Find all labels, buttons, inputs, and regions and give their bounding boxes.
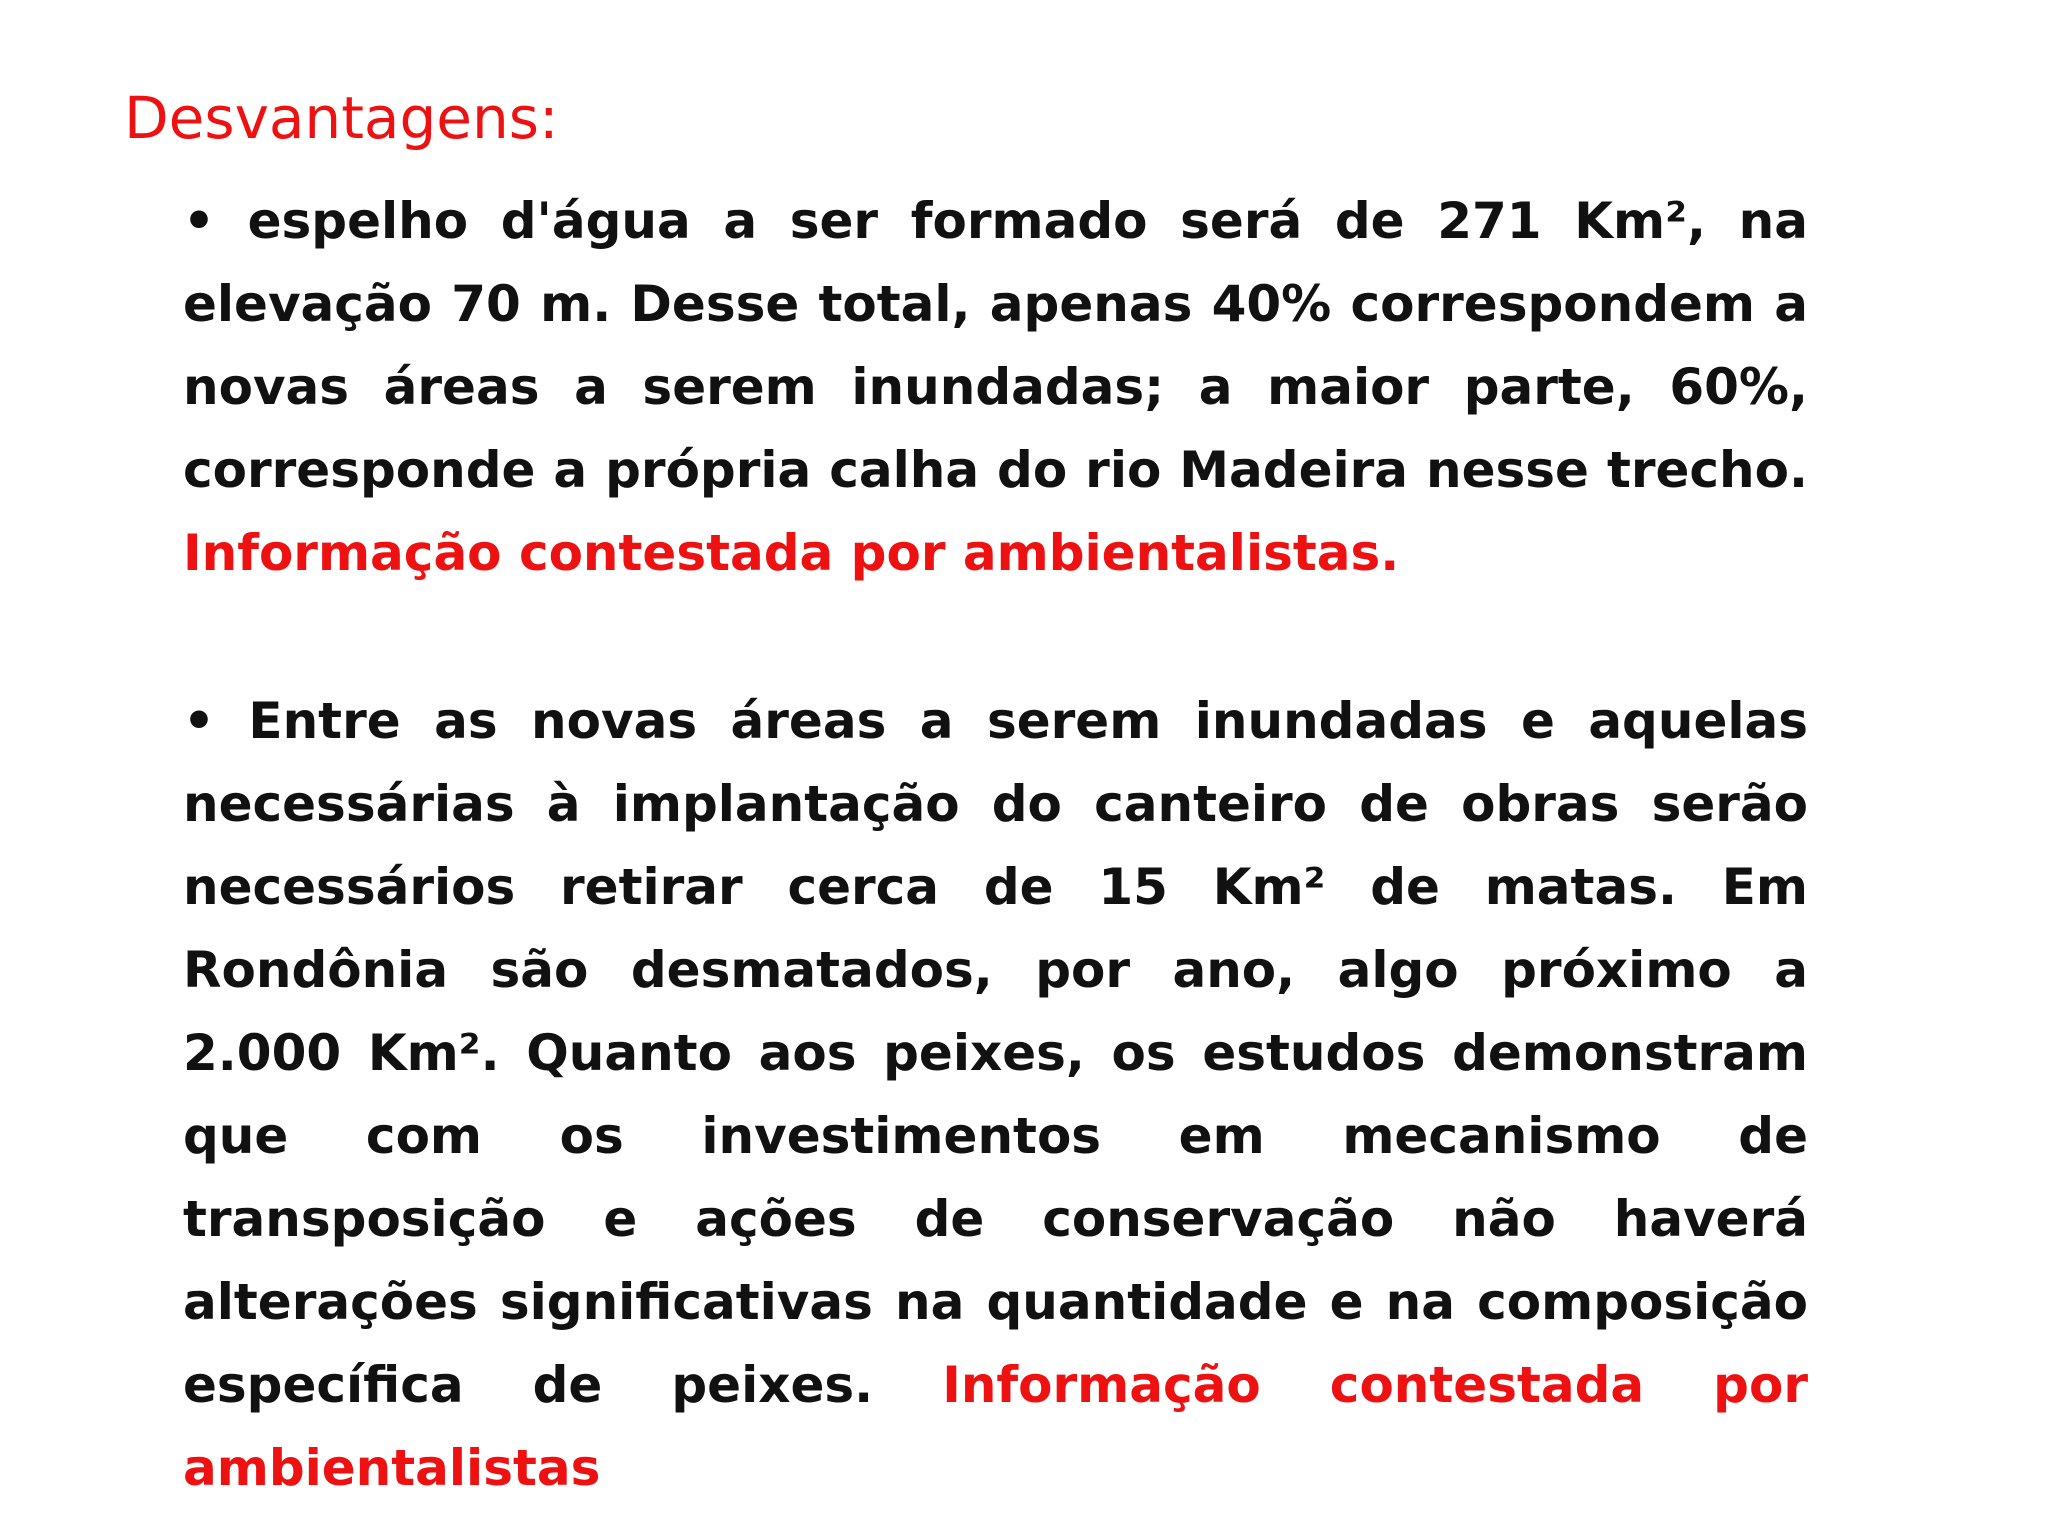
bullet-highlight: Informação contestada por ambientalistas. xyxy=(183,524,1400,582)
bullet-item-2 xyxy=(183,680,1808,1510)
slide-title: Desvantagens: xyxy=(124,84,559,152)
bullet-text: Entre as novas áreas a serem inundadas e aquelas necessárias à implantação do canteiro de obras serão necessários retirar cerca de 15 Km² de matas. Em Rondônia são desmatados, por ano, algo próximo a 2.000 Km². Quanto aos peixes, os estudos demonstram que com os investimentos em mecanismo de transposição e ações de conservação não haverá alterações significativas na quantidade e na composição específica de peixes. xyxy=(183,692,1808,1414)
bullet-marker: • xyxy=(183,692,215,750)
bullet-item-1 xyxy=(183,180,1808,595)
bullet-marker: • xyxy=(183,192,215,250)
bullet-text: espelho d'água a ser formado será de 271 Km², na elevação 70 m. Desse total, apenas 40% correspondem a novas áreas a serem inundadas; a maior parte, 60%, corresponde a própria calha do rio Madeira nesse trecho. xyxy=(183,192,1808,499)
bullet-highlight: Informação contestada por ambientalistas xyxy=(183,1356,1808,1497)
